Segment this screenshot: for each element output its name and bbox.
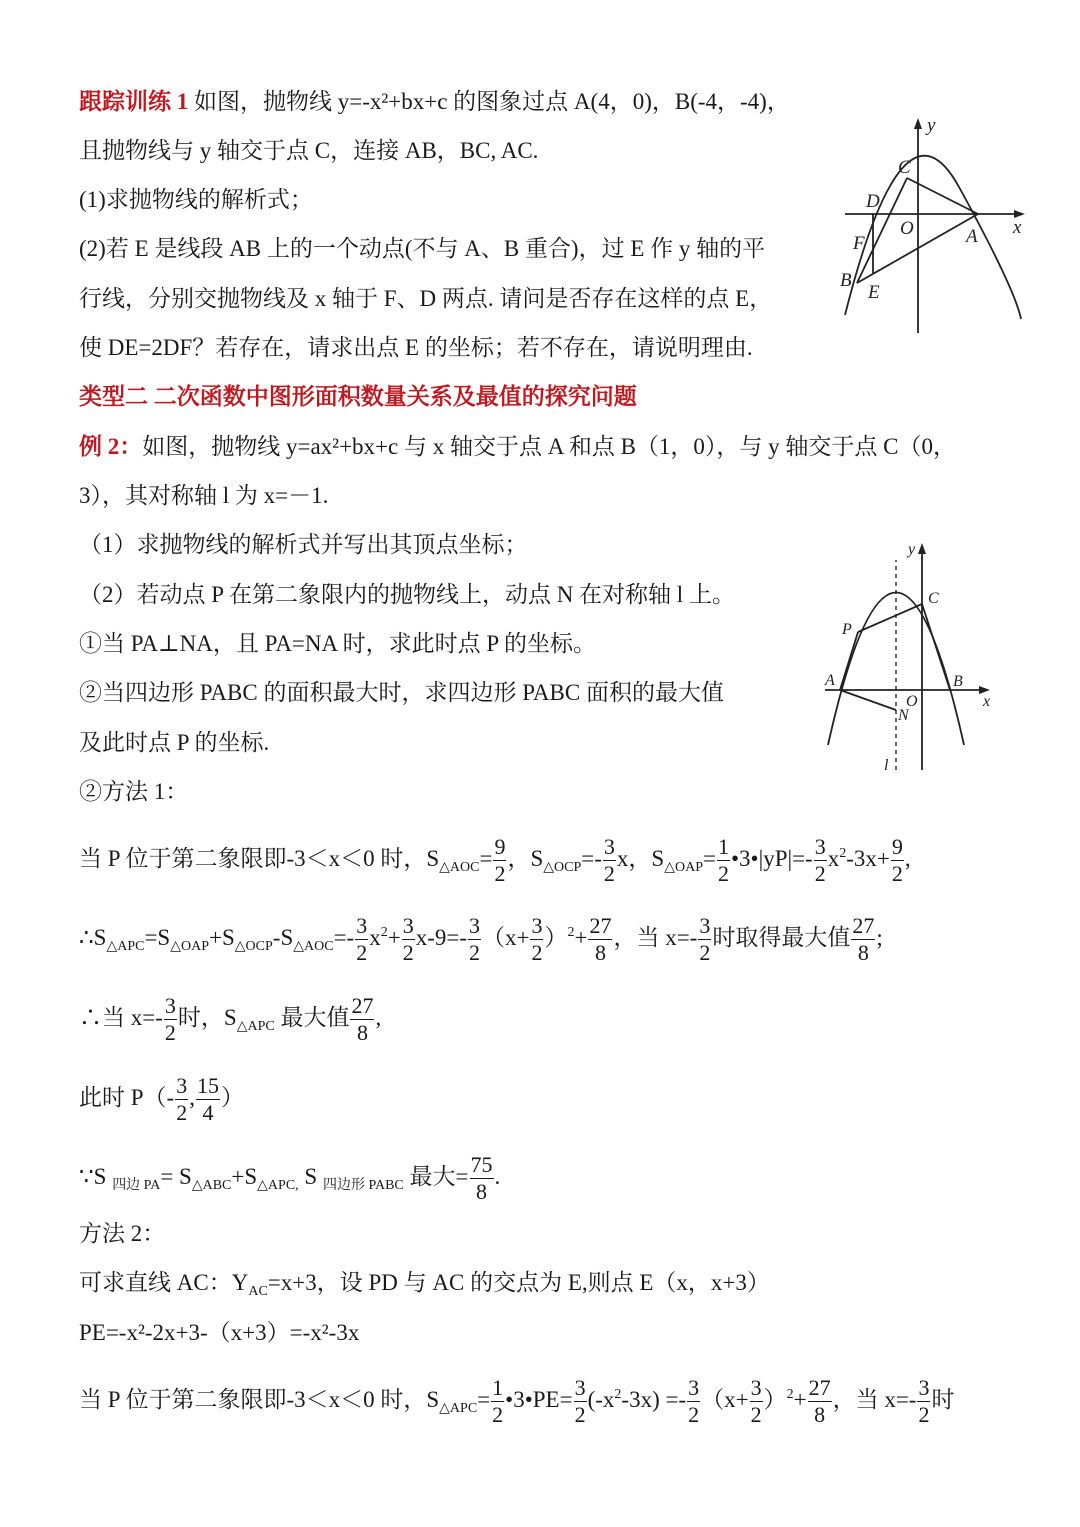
frac: $\frac{3}{2}$ — [688, 1375, 700, 1427]
frac: $\frac{3}{2}$ — [356, 913, 368, 965]
practice-q2c: 使 DE=2DF？若存在，请求出点 E 的坐标；若不存在，请说明理由. — [79, 335, 753, 360]
solution-when-x: 当 x=- — [636, 924, 698, 950]
fig1-label-b: B — [840, 270, 852, 291]
solution-line-5: ∵S $_{四边 PA}= S_{\triangle ABC}+S_{\triangle APC,}$ S $_{四边形 PABC}$ 最大= $\frac{75}{8}$ . — [79, 1152, 501, 1204]
solution-s4-right: 最大= — [409, 1163, 469, 1189]
method2-shi: 时 — [931, 1386, 955, 1412]
solution-line-1: 当 P 位于第二象限即-3＜x＜0 时，$S_{\triangle AOC}=$ $\frac{9}{2}$ ，$S_{\triangle OCP}=-$ $\frac{3}{2}$ x，$S_{\triangle OAP}=$ $\frac{1}{2}$ •3•|yP|=- $\frac{3}{2}$ $x^2-3x+$ $\frac{9}{2}$ , — [79, 834, 911, 886]
figure-1 — [835, 115, 1035, 340]
method2-title: 方法 2： — [79, 1221, 166, 1246]
solution-l3-mid: 时， — [177, 1004, 224, 1030]
solution-line-2: $\therefore S_{\triangle APC}=S_{\triangle OAP}+S_{\triangle OCP}-S_{\triangle AOC}=-$ $\frac{3}{2}$ $x^2+$ $\frac{3}{2}$ x-9=- $\frac{3}{2}$ （x+ $\frac{3}{2}$ ）$^2$+ $\frac{27}{8}$ ，当 x=- $\frac{3}{2}$ 时取得最大值 $\frac{27}{8}$ ; — [79, 913, 883, 965]
frac: $\frac{3}{2}$ — [603, 834, 615, 886]
solution-l1-pre: 当 P 位于第二象限即-3＜x＜0 时， — [79, 845, 427, 871]
solution-l3-lead: ∴当 x=- — [79, 1004, 163, 1030]
fig1-label-o: O — [900, 218, 914, 239]
method2-line-1: 可求直线 AC：$Y_{AC}=x+3$，设 PD 与 AC 的交点为 E,则点 E（x，x+3） — [79, 1270, 770, 1299]
example-q2-2a: ②当四边形 PABC 的面积最大时，求四边形 PABC 面积的最大值 — [79, 680, 724, 705]
example-line-2: 3），其对称轴 l 为 x=－1. — [79, 483, 329, 508]
frac: $\frac{3}{2}$ — [699, 913, 711, 965]
fig2-label-b: B — [953, 673, 963, 690]
method2-when-x: 当 x=- — [855, 1386, 917, 1412]
practice-q2a: (2)若 E 是线段 AB 上的一个动点(不与 A、B 重合)，过 E 作 y 轴的平 — [79, 236, 766, 261]
practice-q2b: 行线，分别交抛物线及 x 轴于 F、D 两点. 请问是否存在这样的点 E， — [79, 286, 773, 311]
solution-s4-left: ∵S — [79, 1163, 107, 1189]
fig2-label-n: N — [898, 707, 909, 724]
frac: $\frac{3}{2}$ — [402, 913, 414, 965]
solution-l4-lead: 此时 P（- — [79, 1084, 175, 1110]
frac: $\frac{3}{2}$ — [918, 1375, 930, 1427]
section-title: 类型二 二次函数中图形面积数量关系及最值的探究问题 — [79, 384, 637, 409]
fig2-label-o: O — [906, 693, 918, 710]
figure-2 — [820, 540, 1000, 775]
example-q1: （1）求抛物线的解析式并写出其顶点坐标； — [79, 532, 528, 557]
example-line-1 — [79, 432, 956, 462]
frac: $\frac{3}{2}$ — [814, 834, 826, 886]
fig2-label-x: x — [983, 693, 991, 710]
method2-l1-post: =x+3，设 PD 与 AC 的交点为 E,则点 E（x，x+3） — [267, 1270, 770, 1295]
practice-text-1: 如图，抛物线 y=-x²+bx+c 的图象过点 A(4，0)，B(-4，-4)， — [194, 89, 790, 114]
example-text-1: 如图，抛物线 y=ax²+bx+c 与 x 轴交于点 A 和点 B（1，0），与 y 轴交于点 C（0， — [142, 434, 956, 459]
example-q2: （2）若动点 P 在第二象限内的抛物线上，动点 N 在对称轴 l 上。 — [79, 582, 735, 607]
solution-l3-max: 最大值 — [280, 1004, 350, 1030]
method2-l3-pre: 当 P 位于第二象限即-3＜x＜0 时， — [79, 1386, 427, 1412]
method2-l1-pre: 可求直线 AC： — [79, 1270, 232, 1295]
frac: $\frac{15}{4}$ — [196, 1073, 219, 1125]
fig2-label-y: y — [908, 541, 916, 558]
frac: $\frac{75}{8}$ — [470, 1152, 493, 1204]
solution-take-max: 时取得最大值 — [712, 924, 851, 950]
practice-label: 跟踪训练 1 — [79, 89, 189, 114]
frac: $\frac{1}{2}$ — [717, 834, 729, 886]
method2-line-3: 当 P 位于第二象限即-3＜x＜0 时，$S_{\triangle APC}=$ $\frac{1}{2}$ •3•PE= $\frac{3}{2}$ $(-x^2-3x)$ =- $\frac{3}{2}$ （x+ $\frac{3}{2}$ ）$^2$+ $\frac{27}{8}$ ，当 x=- $\frac{3}{2}$ 时 — [79, 1375, 955, 1427]
frac: $\frac{3}{2}$ — [176, 1073, 188, 1125]
fig2-label-l: l — [884, 757, 889, 774]
frac: $\frac{9}{2}$ — [891, 834, 903, 886]
practice-line-2: 且抛物线与 y 轴交于点 C，连接 AB，BC, AC. — [79, 138, 539, 163]
fig1-label-c: C — [898, 157, 911, 178]
frac: $\frac{3}{2}$ — [750, 1375, 762, 1427]
example-label: 例 2： — [79, 434, 143, 459]
fig1-label-a: A — [966, 226, 978, 247]
frac: $\frac{27}{8}$ — [351, 993, 374, 1045]
fig2-label-c: C — [928, 590, 939, 607]
solution-s4-mid: = S — [160, 1163, 192, 1189]
solution-l2-lead: ∴ — [79, 924, 94, 950]
fig1-label-f: F — [853, 233, 865, 254]
solution-line-4: 此时 P（- $\frac{3}{2}$ , $\frac{15}{4}$ ） — [79, 1073, 244, 1125]
fig1-label-d: D — [866, 191, 880, 212]
frac: $\frac{27}{8}$ — [852, 913, 875, 965]
fig1-label-y: y — [927, 115, 936, 136]
example-q2-2b: 及此时点 P 的坐标. — [79, 730, 270, 755]
frac: $\frac{3}{2}$ — [468, 913, 480, 965]
frac: $\frac{3}{2}$ — [531, 913, 543, 965]
solution-line-3: ∴当 x=- $\frac{3}{2}$ 时，$S_{\triangle APC}$ 最大值 $\frac{27}{8}$ , — [79, 993, 382, 1045]
fig2-label-a: A — [825, 672, 835, 689]
method2-line-2: PE=-x²-2x+3-（x+3）=-x²-3x — [79, 1320, 360, 1345]
frac: $\frac{1}{2}$ — [492, 1375, 504, 1427]
frac: $\frac{27}{8}$ — [808, 1375, 831, 1427]
frac: $\frac{3}{2}$ — [164, 993, 176, 1045]
frac: $\frac{9}{2}$ — [494, 834, 506, 886]
fig1-label-x: x — [1013, 217, 1022, 238]
fig1-label-e: E — [868, 282, 880, 303]
fig2-label-p: P — [842, 621, 852, 638]
practice-line-1 — [79, 87, 790, 117]
frac: $\frac{3}{2}$ — [574, 1375, 586, 1427]
frac: $\frac{27}{8}$ — [589, 913, 612, 965]
method1-title: ②方法 1： — [79, 779, 189, 804]
practice-q1: (1)求抛物线的解析式； — [79, 187, 313, 212]
example-q2-1: ①当 PA⊥NA，且 PA=NA 时，求此时点 P 的坐标。 — [79, 631, 597, 656]
